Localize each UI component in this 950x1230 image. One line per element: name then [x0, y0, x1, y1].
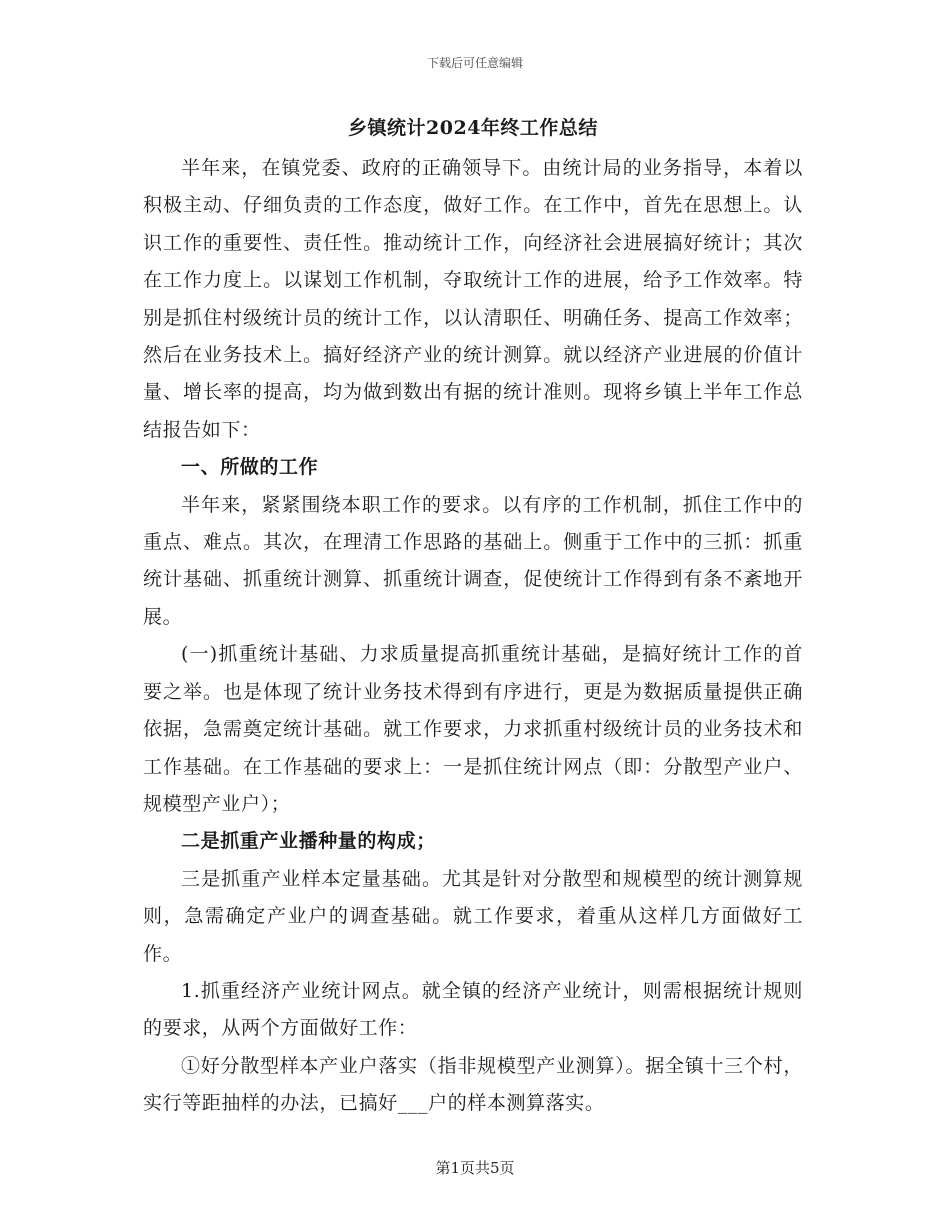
- paragraph-dispersed-samples: ①好分散型样本产业户落实（指非规模型产业测算）。据全镇十三个村，实行等距抽样的办法，已搞好___户的样本测算落实。: [143, 1054, 803, 1115]
- paragraph-intro: 半年来，在镇党委、政府的正确领导下。由统计局的业务指导，本着以积极主动、仔细负责的工作态度，做好工作。在工作中，首先在思想上。认识工作的重要性、责任性。推动统计工作，向经济社会进展搞好统计；其次在工作力度上。以谋划工作机制，夺取统计工作的进展，给予工作效率。特别是抓住村级统计员的统计工作，以认清职任、明确任务、提高工作效率；然后在业务技术上。搞好经济产业的统计测算。就以经济产业进展的价值计量、增长率的提高，均为做到数出有据的统计准则。现将乡镇上半年工作总结报告如下：: [143, 157, 803, 441]
- page-header-note: 下载后可任意编辑: [426, 56, 523, 70]
- document-body: [143, 112, 803, 1123]
- paragraph-statistics-network: 1.抓重经济产业统计网点。就全镇的经济产业统计，则需根据统计规则的要求，从两个方面做好工作：: [143, 979, 803, 1040]
- document-title: 乡镇统计2024年终工作总结: [348, 117, 598, 139]
- subheading-sowing-composition: 二是抓重产业播种量的构成；: [181, 830, 436, 853]
- section-heading-work-done: 一、所做的工作: [181, 456, 319, 479]
- page-number: 第1页共5页: [435, 1159, 515, 1177]
- paragraph-work-overview: 半年来，紧紧围绕本职工作的要求。以有序的工作机制，抓住工作中的重点、难点。其次，在理清工作思路的基础上。侧重于工作中的三抓：抓重统计基础、抓重统计测算、抓重统计调查，促使统计工作得到有条不紊地开展。: [143, 493, 803, 628]
- paragraph-statistics-foundation: (一)抓重统计基础、力求质量提高抓重统计基础，是搞好统计工作的首要之举。也是体现了统计业务技术得到有序进行，更是为数据质量提供正确依据，急需奠定统计基础。就工作要求，力求抓重村级统计员的业务技术和工作基础。在工作基础的要求上：一是抓住统计网点（即：分散型产业户、规模型产业户）；: [143, 643, 803, 815]
- paragraph-sample-quantification: 三是抓重产业样本定量基础。尤其是针对分散型和规模型的统计测算规则，急需确定产业户的调查基础。就工作要求，着重从这样几方面做好工作。: [143, 867, 803, 965]
